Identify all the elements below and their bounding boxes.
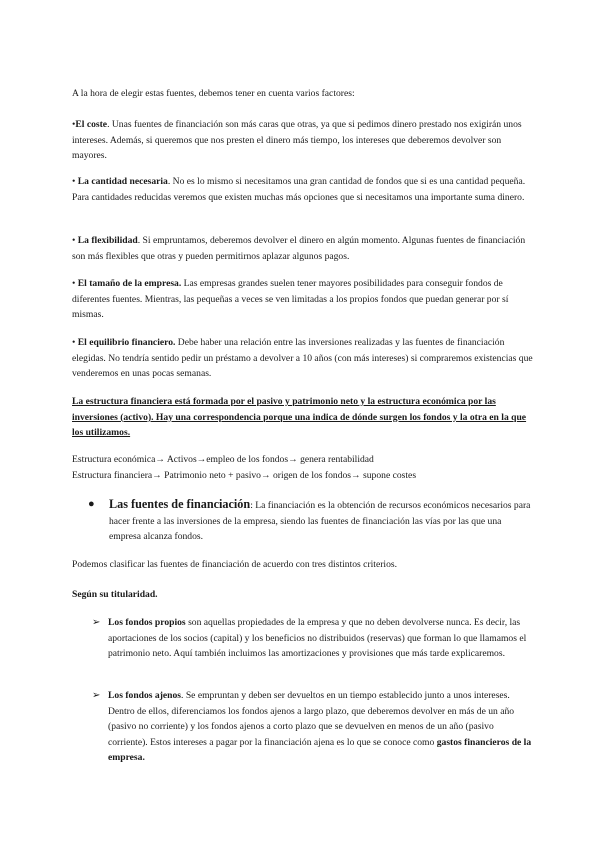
factor-cantidad bbox=[72, 174, 534, 205]
factor-equilibrio bbox=[72, 335, 534, 382]
fuentes-financiacion-item bbox=[88, 497, 534, 545]
titularidad-heading bbox=[72, 587, 534, 603]
fuentes-title: Las fuentes de financiación bbox=[109, 497, 251, 511]
factor-flexibilidad bbox=[72, 233, 534, 264]
ajenos-tail: gastos financieros de la empresa. bbox=[108, 736, 532, 764]
bullet: • bbox=[72, 176, 78, 187]
arrow-bullet-icon: ➢ bbox=[92, 690, 101, 701]
fondos-ajenos-item bbox=[92, 688, 534, 766]
factor-text: . No es lo mismo si necesitamos una gran cantidad de fondos que si es una cantidad pequeña. Para cantidades reducidas veremos que existen muchas más opciones que si necesitamos una importante suma dinero. bbox=[72, 176, 526, 203]
factor-title: La cantidad necesaria bbox=[77, 176, 168, 187]
factor-text: . Si empruntamos, deberemos devolver el dinero en algún momento. Algunas fuentes de financiación son más flexibles que otras y pueden permitirnos aplazar algunos pagos. bbox=[72, 235, 526, 262]
factor-title: La flexibilidad bbox=[77, 235, 138, 246]
fondos-propios-item bbox=[92, 615, 534, 662]
ajenos-text: . Se empruntan y deben ser devueltos en un tiempo establecido junto a unos intereses. Dentro de ellos, diferenciamos los fondos ajenos a largo plazo, que deberemos devolver en más de un año (pasivo no corriente) y los fondos ajenos a corto plazo que se devuelven en menos de un año (pasivo corriente). Estos intereses a pagar por la financiación ajena es lo que se conoce como bbox=[108, 690, 515, 748]
bullet: • bbox=[72, 278, 78, 289]
bullet: • bbox=[72, 337, 78, 348]
structure-statement-text: La estructura financiera está formada por el pasivo y patrimonio neto y la estructura económica por las inversiones (activo). Hay una correspondencia porque una indica de dónde surgen los fondos y la otra en la que los utilizamos. bbox=[72, 396, 527, 439]
clasificar-paragraph: Podemos clasificar las fuentes de financiación de acuerdo con tres distintos criterios. bbox=[72, 559, 398, 570]
fuentes-text: : La financiación es la obtención de recursos económicos necesarios para hacer frente a las inversiones de la empresa, siendo las fuentes de financiación las vías por las que una empresa alcanza fondos. bbox=[109, 500, 531, 543]
bullet: • bbox=[72, 119, 76, 130]
propios-title: Los fondos propios bbox=[108, 617, 186, 628]
bullet: • bbox=[72, 235, 78, 246]
factor-title: El equilibrio financiero. bbox=[77, 337, 176, 348]
factor-text: Debe haber una relación entre las inversiones realizadas y las fuentes de financiación elegidas. No tendría sentido pedir un préstamo a devolver a 10 años (con más intereses) si compraremos existencias que venderemos en unas pocas semanas. bbox=[72, 337, 533, 380]
arrow-bullet-icon: ➢ bbox=[92, 617, 101, 628]
titularidad-heading-text: Según su titularidad. bbox=[72, 589, 158, 600]
factor-title: El tamaño de la empresa. bbox=[77, 278, 182, 289]
structure-lines bbox=[72, 452, 534, 483]
factor-coste bbox=[72, 117, 534, 164]
factor-title: El coste bbox=[75, 119, 108, 130]
financial-structure-line: Estructura financiera→ Patrimonio neto + pasivo→ origen de los fondos→ supone costes bbox=[72, 469, 417, 481]
propios-text: son aquellas propiedades de la empresa y que no deben devolverse nunca. Es decir, las aportaciones de los socios (capital) y los beneficios no distribuidos (reservas) que forman lo que llamamos el patrimonio neto. Aquí también incluimos las amortizaciones y provisiones que más tarde explicaremos. bbox=[108, 617, 527, 660]
economic-structure-line: Estructura económica→ Activos→empleo de los fondos→ genera rentabilidad bbox=[72, 454, 374, 465]
structure-statement bbox=[72, 394, 534, 441]
ajenos-title: Los fondos ajenos bbox=[108, 690, 182, 701]
factor-text: . Unas fuentes de financiación son más caras que otras, ya que si pedimos dinero prestado nos exigirán unos intereses. Además, si queremos que nos presten el dinero más tiempo, los intereses que deberemos devolver son mayores. bbox=[72, 119, 522, 162]
factor-tamano bbox=[72, 276, 534, 323]
factor-text: Las empresas grandes suelen tener mayores posibilidades para conseguir fondos de diferentes fuentes. Mientras, las pequeñas a veces se ven limitadas a los propios fondos que puedan generar por sí mismas. bbox=[72, 278, 509, 321]
intro-paragraph: A la hora de elegir estas fuentes, debemos tener en cuenta varios factores: bbox=[72, 88, 355, 99]
bullet-dot-icon: ● bbox=[88, 498, 95, 510]
